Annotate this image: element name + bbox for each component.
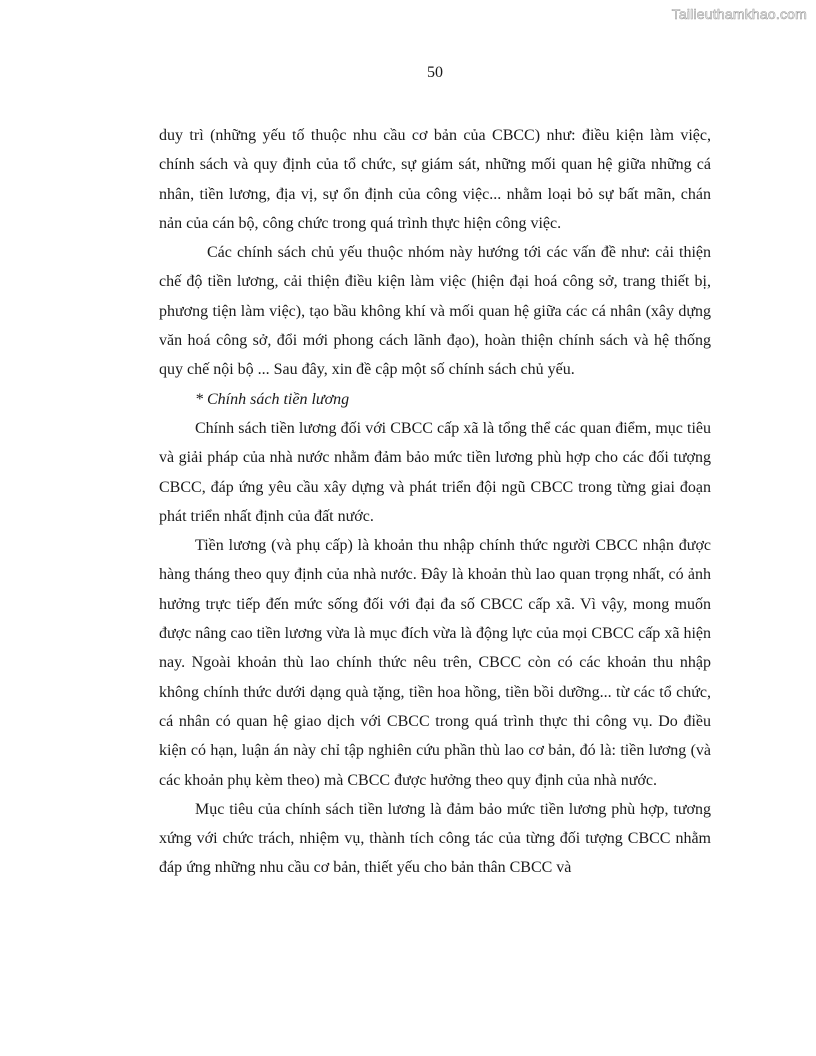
paragraph-1: duy trì (những yếu tố thuộc nhu cầu cơ bản của CBCC) như: điều kiện làm việc, chính sách và quy định của tổ chức, sự giám sát, những mối quan hệ giữa những cá nhân, tiền lương, địa vị, sự ổn định của công việc... nhằm loại bỏ sự bất mãn, chán nản của cán bộ, công chức trong quá trình thực hiện công việc. <box>159 127 711 232</box>
watermark: Tailieuthamkhao.com <box>671 6 807 22</box>
paragraph-5: Mục tiêu của chính sách tiền lương là đảm bảo mức tiền lương phù hợp, tương xứng với chức trách, nhiệm vụ, thành tích công tác của từng đối tượng CBCC nhằm đáp ứng những nhu cầu cơ bản, thiết yếu cho bản thân CBCC và <box>159 800 711 877</box>
section-heading-salary-policy: * Chính sách tiền lương <box>195 390 350 408</box>
page-number: 50 <box>427 64 443 81</box>
document-body <box>159 121 711 883</box>
paragraph-4: Tiền lương (và phụ cấp) là khoản thu nhập chính thức người CBCC nhận được hàng tháng theo quy định của nhà nước. Đây là khoản thù lao quan trọng nhất, có ảnh hưởng trực tiếp đến mức sống đối với đại đa số CBCC cấp xã. Vì vậy, mong muốn được nâng cao tiền lương vừa là mục đích vừa là động lực của mọi CBCC cấp xã hiện nay. Ngoài khoản thù lao chính thức nêu trên, CBCC còn có các khoản thu nhập không chính thức dưới dạng quà tặng, tiền hoa hồng, tiền bồi dưỡng... từ các tổ chức, cá nhân có quan hệ giao dịch với CBCC trong quá trình thực thi công vụ. Do điều kiện có hạn, luận án này chỉ tập nghiên cứu phần thù lao cơ bản, đó là: tiền lương (và các khoản phụ kèm theo) mà CBCC được hưởng theo quy định của nhà nước. <box>159 537 711 789</box>
paragraph-3: Chính sách tiền lương đối với CBCC cấp xã là tổng thể các quan điểm, mục tiêu và giải pháp của nhà nước nhằm đảm bảo mức tiền lương phù hợp cho các đối tượng CBCC, đáp ứng yêu cầu xây dựng và phát triển đội ngũ CBCC trong từng giai đoạn phát triển nhất định của đất nước. <box>159 419 711 525</box>
paragraph-2: Các chính sách chủ yếu thuộc nhóm này hướng tới các vấn đề như: cải thiện chế độ tiền lương, cải thiện điều kiện làm việc (hiện đại hoá công sở, trang thiết bị, phương tiện làm việc), tạo bầu không khí và mối quan hệ giữa các cá nhân (xây dựng văn hoá công sở, đổi mới phong cách lãnh đạo), hoàn thiện chính sách và hệ thống quy chế nội bộ ... Sau đây, xin đề cập một số chính sách chủ yếu. <box>159 244 711 379</box>
